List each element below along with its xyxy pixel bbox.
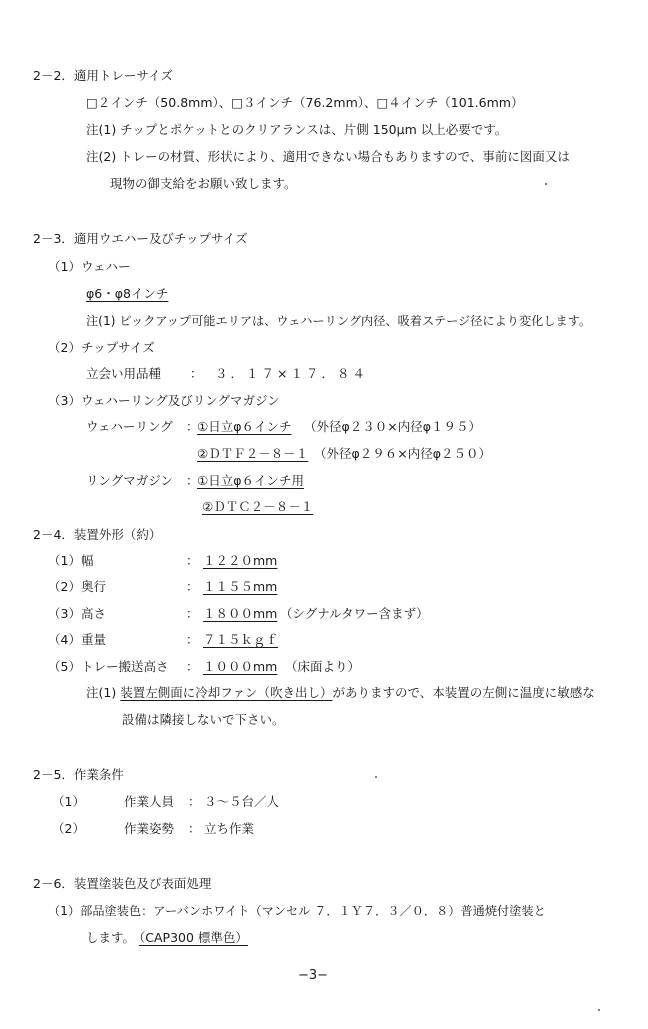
section-2-6-heading: 2－6．装置塗装色及び表面処理 [33,876,212,891]
dimension-colon: ： [186,606,199,621]
ring-option-1: ①日立φ６インチ [197,419,292,434]
ring-colon: ： [186,419,199,434]
paint-color-line: （1）部品塗装色：アーバンホワイト（マンセル ７．１Ｙ７．３／０．８）普通焼付塗装と [48,904,546,918]
work-condition-value: 立ち作業 [204,821,255,836]
wafer-size: φ6・φ8インチ [86,286,169,301]
dimension-value: １２２０mm [203,553,278,568]
section-2-2-heading: 2－2．適用トレーサイズ [33,68,173,83]
tray-sizes: □２インチ（50.8mm）、□３インチ（76.2mm）、□４インチ（101.6mm） [86,95,524,110]
tray-note-1: 注(1) チップとポケットとのクリアランスは、片側 150μm 以上必要です。 [86,122,508,137]
dimension-value: １１５５mm [203,579,278,594]
dimension-colon: ： [186,659,199,674]
ring-option-1-note: （外径φ２３０×内径φ１９５） [304,419,481,434]
work-condition-num: （1） [52,794,85,809]
ring-label: （3）ウェハーリング及びリングマガジン [48,393,280,408]
dimension-label: （3）高さ [48,606,106,621]
scan-speck [598,1009,600,1011]
dimension-label: （2）奥行 [48,579,106,594]
dimension-value: １８００mm [203,606,278,621]
magazine-option-2: ②ＤＴＣ２－８－１ [202,499,314,514]
work-condition-value: ３～５台／人 [204,794,280,809]
work-condition-label: 作業姿勢 [124,821,175,836]
dimension-note: （シグナルタワー含まず） [280,606,429,621]
magazine-option-1: ①日立φ６インチ用 [197,473,304,488]
chip-size-label: （2）チップサイズ [48,340,155,355]
work-condition-num: （2） [52,821,85,836]
ring-option-2: ②ＤＴＦ２－８－１ [197,446,309,461]
dimension-colon: ： [186,632,199,647]
page-number: −3− [298,968,329,983]
section-2-5-heading: 2－5．作業条件 [33,767,124,782]
dimension-label: （5）トレー搬送高さ [48,659,169,674]
fan-note-prefix: 注(1) [86,685,117,700]
ring-item-label: ウェハーリング [86,419,173,434]
work-condition-colon: ： [188,821,201,836]
dimension-note: （床面より） [285,659,361,674]
work-condition-label: 作業人員 [124,794,175,809]
wafer-label: （1）ウェハー [48,259,131,274]
ring-option-2-note: （外径φ２９６×内径φ２５０） [314,446,491,461]
chip-colon: ： [190,366,203,381]
scan-speck [545,183,547,185]
dimension-colon: ： [186,579,199,594]
chip-item-label: 立会い用品種 [86,366,162,381]
section-2-3-heading: 2－3．適用ウエハー及びチップサイズ [33,231,248,246]
magazine-item-label: リングマガジン [86,473,173,488]
paint-color-standard: （CAP300 標準色） [139,930,248,945]
paint-color-prefix: します。 [86,930,136,945]
scan-speck [375,776,377,778]
fan-note [86,687,595,700]
dimension-value: １０００mm [203,659,278,674]
dimension-label: （4）重量 [48,632,106,647]
fan-note-rest: がありますので、本装置の左側に温度に敏感な [332,685,595,700]
magazine-colon: ： [186,473,199,488]
fan-note-underlined: 装置左側面に冷却ファン（吹き出し） [120,685,333,700]
work-condition-colon: ： [188,794,201,809]
chip-size-value: ３．１７×１７．８４ [215,366,368,381]
fan-note-cont: 設備は隣接しないで下さい。 [122,712,285,727]
paint-color-cont [86,932,248,945]
dimension-label: （1）幅 [48,553,94,568]
dimension-value: ７１５ｋｇｆ [203,632,279,647]
wafer-note: 注(1) ピックアップ可能エリアは、ウェハーリング内径、吸着ステージ径により変化します。 [86,314,592,328]
tray-note-2: 注(2) トレーの材質、形状により、適用できない場合もありますので、事前に図面又は [86,149,570,164]
tray-note-2-cont: 現物の御支給をお願い致します。 [110,176,297,191]
dimension-colon: ： [186,553,199,568]
section-2-4-heading: 2－4．装置外形（約） [33,527,162,542]
